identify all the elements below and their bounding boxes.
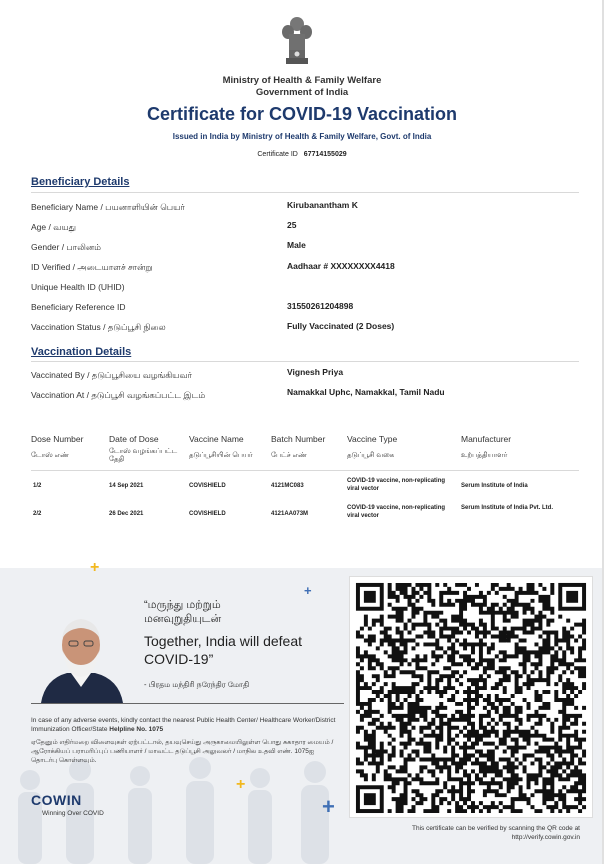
quote-tamil-line-1: “மருந்து மற்றும் [144, 599, 221, 611]
table-header-date: Date of Dose [109, 434, 159, 444]
table-header-batch: Batch Number [271, 434, 326, 444]
government-name: Government of India [255, 87, 349, 98]
table-rule [31, 470, 579, 471]
reference-id-label: Beneficiary Reference ID [31, 302, 126, 312]
section-rule [31, 361, 579, 362]
table-row-1-dose: 1/2 [33, 483, 42, 489]
ministry-name: Ministry of Health & Family Welfare [222, 75, 382, 86]
table-header-vaccine-type: Vaccine Type [347, 434, 398, 444]
helpline-text-tamil: ஏதேனும் எதிர்மறை விளைவுகள் ஏற்பட்டால், தயவுசெய்து அருகாமையிலுள்ள பொது சுகாதார மையம் / ஆரோக்கியப் பராமரிப்புப் பணியாளர் / மாவட்ட தடுப்பூசி அலுவலர் / மாநில உதவி எண். 1075ஐ தொடர்பு கொள்ளவும். [31, 739, 334, 764]
table-row-2-date: 26 Dec 2021 [109, 511, 144, 517]
table-header-dose-ta: டோஸ் எண் [31, 452, 70, 459]
section-rule [31, 192, 579, 193]
table-row-1-type: COVID-19 vaccine, non-replicating viral vector [347, 478, 446, 492]
vaccination-at-value: Namakkal Uphc, Namakkal, Tamil Nadu [287, 387, 445, 397]
uhid-label: Unique Health ID (UHID) [31, 282, 125, 292]
table-header-vaccine-name: Vaccine Name [189, 434, 244, 444]
beneficiary-name-value: Kirubanantham K [287, 200, 358, 210]
certificate-id [0, 151, 604, 158]
table-row-2-name: COVISHIELD [189, 511, 226, 517]
beneficiary-name-label: Beneficiary Name / பயனாளியின் பெயர் [31, 202, 185, 212]
decor-plus-icon: + [304, 583, 312, 598]
vaccination-at-label: Vaccination At / தடுப்பூசி வழங்கப்பட்ட இடம் [31, 390, 206, 400]
quote-attribution: - பிரதம மந்திரி நரேந்திர மோதி [144, 680, 250, 689]
quote-english: Together, India will defeat COVID-19” [144, 633, 302, 667]
certificate-subtitle: Issued in India by Ministry of Health & Family Welfare, Govt. of India [172, 132, 432, 141]
vaccination-status-value: Fully Vaccinated (2 Doses) [287, 321, 395, 331]
beneficiary-details-heading: Beneficiary Details [31, 176, 130, 188]
qr-code [349, 576, 593, 818]
table-header-batch-ta: பேட்ச் எண் [271, 452, 307, 459]
table-row-1-manufacturer: Serum Institute of India [461, 483, 528, 489]
table-header-dose: Dose Number [31, 434, 84, 444]
cowin-logo: COWIN [31, 792, 82, 808]
table-header-manufacturer-ta: உற்பத்தியாளர் [461, 452, 508, 459]
table-row-2-type: COVID-19 vaccine, non-replicating viral vector [347, 505, 446, 519]
table-header-manufacturer: Manufacturer [461, 434, 512, 444]
qr-verification-note: This certificate can be verified by scanning the QR code at http://verify.cowin.gov.in [411, 825, 580, 841]
quote-tamil [144, 598, 221, 626]
helpline-number: Helpline No. 1075 [109, 726, 164, 733]
age-label: Age / வயது [31, 222, 77, 232]
vaccinated-by-value: Vignesh Priya [287, 367, 344, 377]
vaccinated-by-label: Vaccinated By / தடுப்பூசியை வழங்கியவர் [31, 370, 193, 380]
gender-label: Gender / பாலினம் [31, 242, 101, 252]
decor-plus-icon: + [90, 559, 100, 576]
id-verified-value: Aadhaar # XXXXXXXX4418 [287, 261, 395, 271]
vaccination-status-label: Vaccination Status / தடுப்பூசி நிலை [31, 322, 166, 332]
age-value: 25 [287, 220, 297, 230]
certificate-id-label: Certificate ID [257, 151, 298, 158]
footer-divider [31, 703, 344, 704]
cowin-tagline: Winning Over COVID [42, 810, 104, 817]
certificate-title: Certificate for COVID-19 Vaccination [146, 104, 458, 124]
table-header-vaccine-name-ta: தடுப்பூசியின் பெயர் [189, 452, 253, 459]
table-row-1-name: COVISHIELD [189, 483, 226, 489]
table-row-1-date: 14 Sep 2021 [109, 483, 144, 489]
quote-tamil-line-2: மனவுறுதியுடன் [144, 613, 222, 625]
decor-plus-icon: + [236, 776, 246, 793]
table-row-2-batch: 4121AA073M [271, 511, 309, 517]
table-row-1-batch: 4121MC083 [271, 483, 304, 489]
id-verified-label: ID Verified / அடையாளச் சான்று [31, 262, 153, 272]
table-header-date-ta: டோஸ் வழங்கப்பட்ட தேதி [109, 448, 178, 463]
table-row-2-manufacturer: Serum Institute of India Pvt. Ltd. [461, 505, 554, 511]
gender-value: Male [287, 240, 306, 250]
reference-id-value: 31550261204898 [287, 301, 354, 311]
helpline-text [31, 716, 341, 734]
table-row-2-dose: 2/2 [33, 511, 42, 517]
vaccination-details-heading: Vaccination Details [31, 346, 132, 358]
decor-plus-icon: + [322, 794, 335, 819]
national-emblem-icon [279, 12, 315, 68]
prime-minister-photo [31, 605, 131, 703]
helpline-message: In case of any adverse events, kindly contact the nearest Public Health Center/ Healthcare Worker/District Immunization Officer/State [31, 717, 336, 733]
table-header-vaccine-type-ta: தடுப்பூசி வகை [347, 452, 395, 459]
certificate-id-value: 67714155029 [303, 151, 347, 158]
